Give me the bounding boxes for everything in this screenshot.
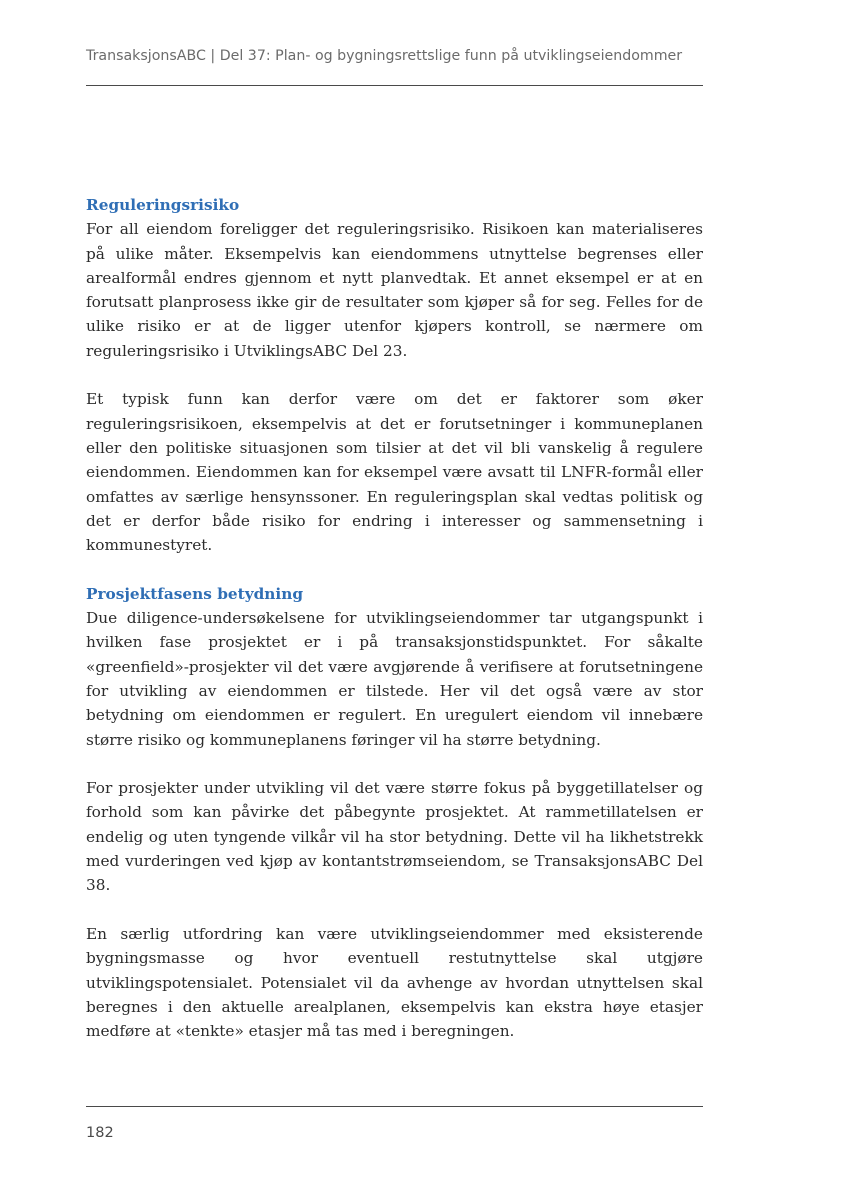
page-number: 182 [86, 1125, 114, 1141]
section-heading-prosjektfasens-betydning: Prosjektfasens betydning [86, 584, 304, 603]
header-rule [86, 85, 703, 86]
body-paragraph: Et typisk funn kan derfor være om det er faktorer som øker reguleringsrisikoen, eksempelvis at det er forutsetninger i kommuneplanen eller den politiske situasjonen som tilsier at det vil bli vanskelig å regulere eiendommen. Eiendommen kan for eksempel være avsatt til LNFR-formål eller omfattes av særlige hensynssoner. En reguleringsplan skal vedtas politisk og det er derfor både risiko for endring i interesser og sammensetning i kommunestyret. [86, 390, 703, 555]
footer-rule [86, 1106, 703, 1107]
body-paragraph: Due diligence-undersøkelsene for utviklingseiendommer tar utgangspunkt i hvilken fase prosjektet er i på transaksjonstidspunktet. For såkalte «greenfield»-prosjekter vil det være avgjørende å verifisere at forutsetningene for utvikling av eiendommen er tilstede. Her vil det også være av stor betydning om eiendommen er regulert. En uregulert eiendom vil innebære større risiko og kommuneplanens føringer vil ha større betydning. [86, 609, 703, 749]
body-paragraph: For prosjekter under utvikling vil det være større fokus på byggetillatelser og forhold som kan påvirke det påbegynte prosjektet. At rammetillatelsen er endelig og uten tyngende vilkår vil ha stor betydning. Dette vil ha likhetstrekk med vurderingen ved kjøp av kontantstrømseiendom, se TransaksjonsABC Del 38. [86, 779, 703, 895]
body-paragraph: En særlig utfordring kan være utviklingseiendommer med eksisterende bygningsmasse og hvor eventuell restutnyttelse skal utgjøre utviklingspotensialet. Potensialet vil da avhenge av hvordan utnyttelsen skal beregnes i den aktuelle arealplanen, eksempelvis kan ekstra høye etasjer medføre at «tenkte» etasjer må tas med i beregningen. [86, 924, 703, 1041]
page-content [86, 193, 703, 1043]
section-heading-reguleringsrisiko: Reguleringsrisiko [86, 196, 240, 214]
section-gap [86, 557, 703, 581]
body-paragraph: For all eiendom foreligger det reguleringsrisiko. Risikoen kan materialiseres på ulike måter. Eksempelvis kan eiendommens utnyttelse begrenses eller arealformål endres gjennom et nytt planvedtak. Et annet eksempel er at en forutsatt planprosess ikke gir de resultater som kjøper så for seg. Felles for de ulike risiko er at de ligger utenfor kjøpers kontroll, se nærmere om reguleringsrisiko i UtviklingsABC Del 23. [86, 220, 703, 360]
running-header: TransaksjonsABC | Del 37: Plan- og bygningsrettslige funn på utviklingseiendommer [86, 48, 683, 64]
